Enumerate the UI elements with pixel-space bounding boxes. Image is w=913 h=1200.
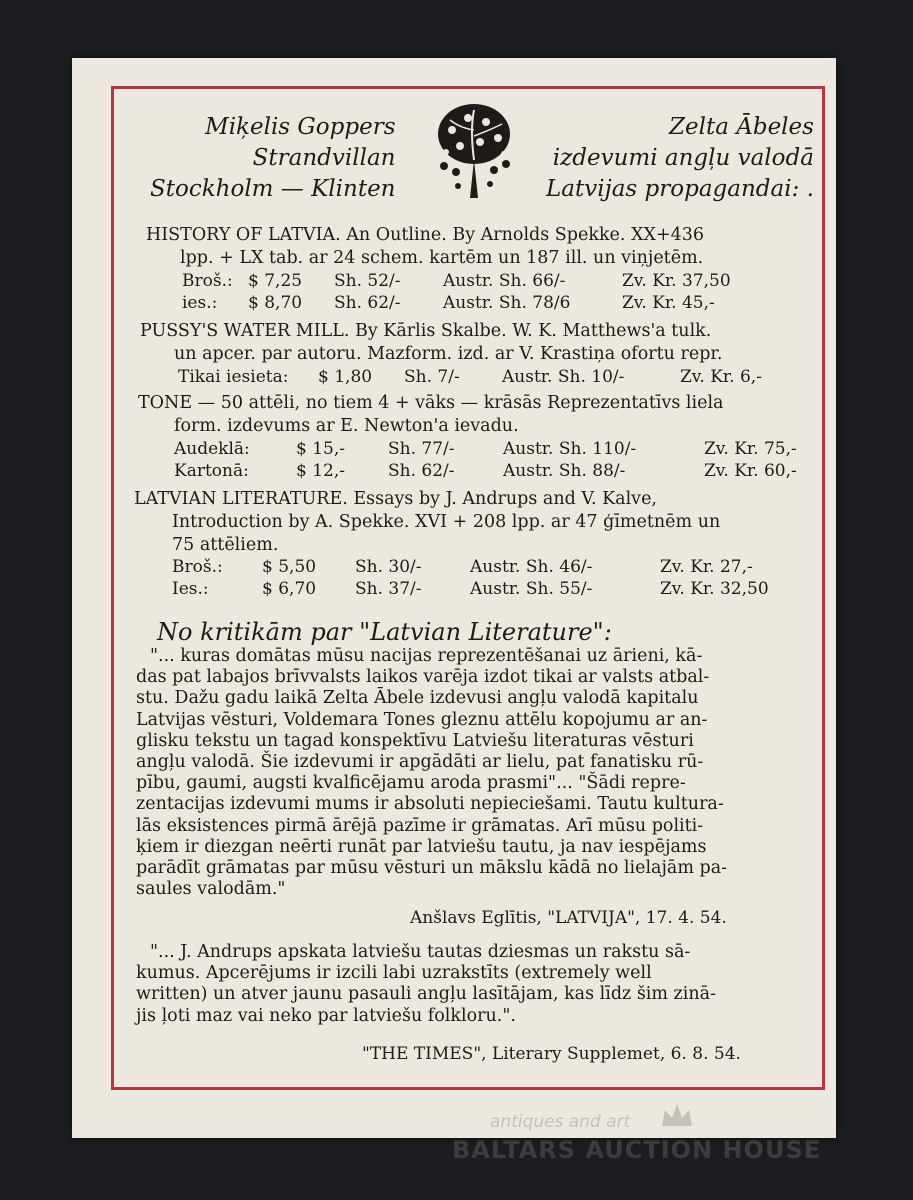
critics-heading: No kritikām par "Latvian Literature": xyxy=(157,618,612,646)
price-usd: $ 1,80 xyxy=(318,367,373,387)
book-pussys-water-mill xyxy=(140,320,722,366)
quote-line: written) un atver jaunu pasauli angļu lasītājam, kas līdz šim zinā- xyxy=(136,984,716,1005)
price-sh: Sh. 7/- xyxy=(404,367,460,387)
price-zv: Zv. Kr. 60,- xyxy=(704,461,797,481)
price-austr: Austr. Sh. 55/- xyxy=(470,579,593,599)
critic-quote-latvija xyxy=(136,646,727,900)
price-austr: Austr. Sh. 10/- xyxy=(502,367,625,387)
quote-line: lās eksistences pirmā ārējā pazīme ir grāmatas. Arī mūsu politi- xyxy=(136,815,704,836)
price-table-tone xyxy=(0,438,913,484)
quote-line: stu. Dažu gadu laikā Zelta Ābele izdevusi angļu valodā kapitalu xyxy=(136,688,699,709)
book-title-line: TONE — 50 attēli, no tiem 4 + vāks — krāsās Reprezentatīvs liela xyxy=(138,393,724,413)
quote-line: das pat labajos brīvvalsts laikos varēja izdot tikai ar valsts atbal- xyxy=(136,667,710,688)
price-zv: Zv. Kr. 6,- xyxy=(680,367,762,387)
price-usd: $ 5,50 xyxy=(262,557,317,577)
quote-line: angļu valodā. Šie izdevumi ir apgādāti ar lielu, pat fanatisku rū- xyxy=(136,752,704,773)
apple-tree-icon xyxy=(430,100,518,200)
book-detail-line: form. izdevums ar E. Newton'a ievadu. xyxy=(174,416,519,436)
price-sh: Sh. 30/- xyxy=(355,557,422,577)
price-table-literature xyxy=(0,556,913,602)
quote-line: pību, gaumi, augsti kvalficējamu aroda prasmi"... "Šādi repre- xyxy=(136,773,686,794)
price-label: Broš.: xyxy=(182,271,233,291)
price-zv: Zv. Kr. 32,50 xyxy=(660,579,769,599)
book-latvian-literature xyxy=(134,488,720,557)
price-label: Broš.: xyxy=(172,557,223,577)
critic-signature-times: "THE TIMES", Literary Supplemet, 6. 8. 54. xyxy=(362,1044,741,1064)
price-austr: Austr. Sh. 66/- xyxy=(443,271,566,291)
book-detail-line: 75 attēliem. xyxy=(172,535,279,555)
publisher-city: Stockholm — Klinten xyxy=(150,176,396,202)
publisher-name: Miķelis Goppers xyxy=(205,114,396,140)
price-usd: $ 8,70 xyxy=(248,293,303,313)
price-austr: Austr. Sh. 78/6 xyxy=(443,293,571,313)
price-zv: Zv. Kr. 37,50 xyxy=(622,271,731,291)
price-sh: Sh. 62/- xyxy=(388,461,455,481)
price-label: ies.: xyxy=(182,293,218,313)
price-sh: Sh. 77/- xyxy=(388,439,455,459)
critic-signature-latvija: Anšlavs Eglītis, "LATVIJA", 17. 4. 54. xyxy=(410,908,727,928)
price-usd: $ 12,- xyxy=(296,461,345,481)
price-sh: Sh. 37/- xyxy=(355,579,422,599)
price-table-water-mill xyxy=(0,366,913,390)
book-title-line: LATVIAN LITERATURE. Essays by J. Andrups and V. Kalve, xyxy=(134,489,657,509)
quote-line: Latvijas vēsturi, Voldemara Tones gleznu attēlu kopojumu ar an- xyxy=(136,709,708,730)
price-usd: $ 15,- xyxy=(296,439,345,459)
price-label: Audeklā: xyxy=(174,439,250,459)
price-label: Kartonā: xyxy=(174,461,249,481)
price-austr: Austr. Sh. 46/- xyxy=(470,557,593,577)
price-label: Tikai iesieta: xyxy=(178,367,289,387)
price-austr: Austr. Sh. 88/- xyxy=(503,461,626,481)
price-zv: Zv. Kr. 27,- xyxy=(660,557,753,577)
publisher-address xyxy=(150,112,396,205)
quote-line: saules valodām." xyxy=(136,879,286,900)
price-zv: Zv. Kr. 45,- xyxy=(622,293,715,313)
book-title-line: HISTORY OF LATVIA. An Outline. By Arnolds Spekke. XX+436 xyxy=(146,225,705,245)
quote-line: kumus. Apcerējums ir izcili labi uzrakstīts (extremely well xyxy=(136,963,652,984)
book-detail-line: Introduction by A. Spekke. XVI + 208 lpp. ar 47 ģīmetnēm un xyxy=(172,512,721,532)
book-detail-line: un apcer. par autoru. Mazform. izd. ar V. Krastiņa ofortu repr. xyxy=(174,344,723,364)
quote-line: jis ļoti maz vai neko par latviešu folkloru.". xyxy=(136,1005,516,1026)
price-table-history xyxy=(0,270,913,316)
quote-line: "... kuras domātas mūsu nacijas reprezentēšanai uz ārieni, kā- xyxy=(150,646,703,666)
price-austr: Austr. Sh. 110/- xyxy=(503,439,637,459)
quote-line: ķiem ir diezgan neērti runāt par latviešu tautu, ja nav iespējams xyxy=(136,836,707,857)
price-sh: Sh. 62/- xyxy=(334,293,401,313)
quote-line: "... J. Andrups apskata latviešu tautas dziesmas un rakstu sā- xyxy=(150,942,691,962)
book-tone xyxy=(138,392,723,438)
watermark-tagline: antiques and art xyxy=(490,1112,631,1132)
critic-quote-times xyxy=(136,942,716,1027)
series-title xyxy=(546,112,814,205)
price-usd: $ 7,25 xyxy=(248,271,303,291)
quote-line: zentacijas izdevumi mums ir absoluti nepieciešami. Tautu kultura- xyxy=(136,794,724,815)
book-detail-line: lpp. + LX tab. ar 24 schem. kartēm un 187 ill. un viņjetēm. xyxy=(180,248,704,268)
series-name: Zelta Ābeles xyxy=(669,114,814,140)
publisher-street: Strandvillan xyxy=(252,145,396,171)
series-subtitle: izdevumi angļu valodā xyxy=(552,145,814,171)
quote-line: parādīt grāmatas par mūsu vēsturi un mākslu kādā no lielajām pa- xyxy=(136,858,728,879)
price-label: Ies.: xyxy=(172,579,209,599)
watermark-house: BALTARS AUCTION HOUSE xyxy=(452,1136,822,1164)
price-usd: $ 6,70 xyxy=(262,579,317,599)
book-title-line: PUSSY'S WATER MILL. By Kārlis Skalbe. W. K. Matthews'a tulk. xyxy=(140,321,712,341)
price-sh: Sh. 52/- xyxy=(334,271,401,291)
book-history-of-latvia xyxy=(146,224,704,270)
crown-icon xyxy=(660,1102,694,1130)
quote-line: glisku tekstu un tagad konspektīvu Latviešu literaturas vēsturi xyxy=(136,730,694,751)
series-purpose: Latvijas propagandai: . xyxy=(546,176,814,202)
price-zv: Zv. Kr. 75,- xyxy=(704,439,797,459)
